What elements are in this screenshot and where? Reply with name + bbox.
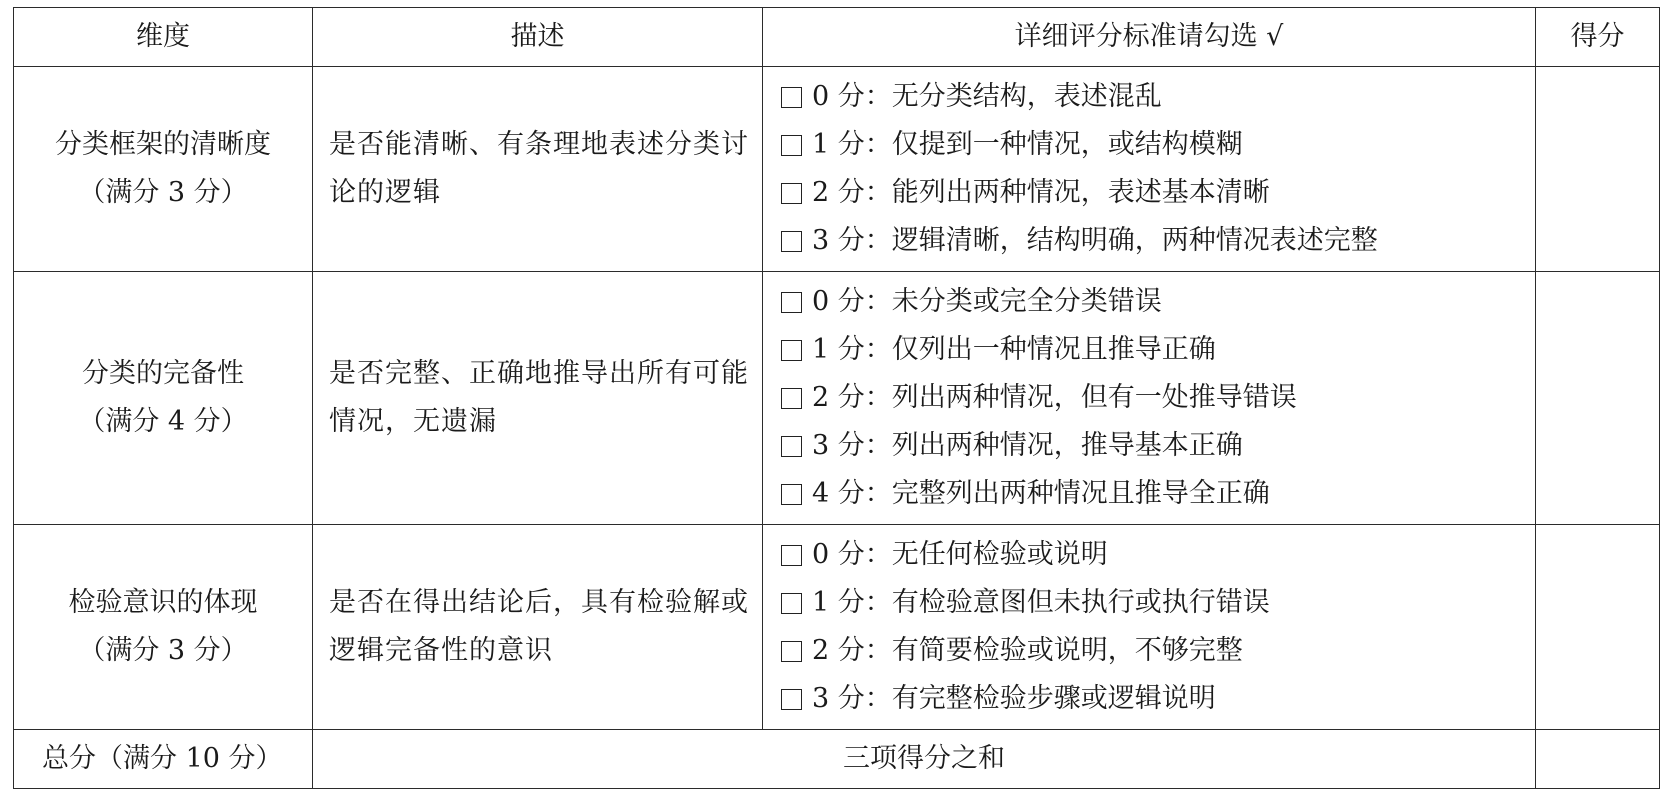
checkbox[interactable] xyxy=(781,436,802,457)
criteria-option[interactable] xyxy=(781,374,1535,422)
score-cell[interactable] xyxy=(1536,525,1660,730)
dimension-name: 分类框架的清晰度 xyxy=(55,129,271,160)
criteria-label: 1 分：仅列出一种情况且推导正确 xyxy=(812,334,1216,366)
checkbox[interactable] xyxy=(781,87,802,108)
criteria-label: 2 分：能列出两种情况，表述基本清晰 xyxy=(812,177,1270,209)
description-text: 是否在得出结论后，具有检验解或逻辑完备性的意识 xyxy=(329,587,749,666)
criteria-option[interactable] xyxy=(781,326,1535,374)
dimension-max-score: （满分 4 分） xyxy=(78,406,248,437)
table-row xyxy=(14,272,1660,525)
dimension-cell xyxy=(14,272,313,525)
score-cell[interactable] xyxy=(1536,272,1660,525)
dimension-max-score: （满分 3 分） xyxy=(78,177,248,208)
criteria-label: 0 分：无任何检验或说明 xyxy=(812,539,1108,571)
description-cell xyxy=(313,272,763,525)
description-text: 是否能清晰、有条理地表述分类讨论的逻辑 xyxy=(329,129,749,208)
description-text: 是否完整、正确地推导出所有可能情况，无遗漏 xyxy=(329,358,749,437)
header-row xyxy=(14,8,1660,67)
checkbox[interactable] xyxy=(781,183,802,204)
checkbox[interactable] xyxy=(781,231,802,252)
score-cell[interactable] xyxy=(1536,67,1660,272)
header-dimension: 维度 xyxy=(14,8,313,67)
description-cell xyxy=(313,525,763,730)
description-cell xyxy=(313,67,763,272)
criteria-label: 2 分：有简要检验或说明，不够完整 xyxy=(812,635,1243,667)
criteria-label: 0 分：未分类或完全分类错误 xyxy=(812,286,1162,318)
checkbox[interactable] xyxy=(781,593,802,614)
checkbox[interactable] xyxy=(781,340,802,361)
criteria-option[interactable] xyxy=(781,278,1535,326)
criteria-option[interactable] xyxy=(781,169,1535,217)
criteria-option[interactable] xyxy=(781,470,1535,518)
checkbox[interactable] xyxy=(781,135,802,156)
criteria-label: 2 分：列出两种情况，但有一处推导错误 xyxy=(812,382,1297,414)
criteria-list xyxy=(781,525,1535,729)
criteria-cell xyxy=(763,525,1536,730)
criteria-label: 1 分：仅提到一种情况，或结构模糊 xyxy=(812,129,1243,161)
criteria-option[interactable] xyxy=(781,217,1535,265)
criteria-list xyxy=(781,272,1535,524)
checkbox[interactable] xyxy=(781,388,802,409)
criteria-label: 0 分：无分类结构，表述混乱 xyxy=(812,81,1162,113)
criteria-label: 3 分：有完整检验步骤或逻辑说明 xyxy=(812,683,1216,715)
checkbox[interactable] xyxy=(781,292,802,313)
checkbox[interactable] xyxy=(781,545,802,566)
criteria-option[interactable] xyxy=(781,422,1535,470)
table-row xyxy=(14,525,1660,730)
criteria-label: 4 分：完整列出两种情况且推导全正确 xyxy=(812,478,1270,510)
criteria-option[interactable] xyxy=(781,531,1535,579)
criteria-option[interactable] xyxy=(781,579,1535,627)
criteria-option[interactable] xyxy=(781,675,1535,723)
dimension-cell xyxy=(14,525,313,730)
criteria-cell xyxy=(763,272,1536,525)
criteria-label: 1 分：有检验意图但未执行或执行错误 xyxy=(812,587,1270,619)
dimension-max-score: （满分 3 分） xyxy=(78,635,248,666)
criteria-option[interactable] xyxy=(781,627,1535,675)
dimension-name: 检验意识的体现 xyxy=(68,587,258,618)
scoring-rubric-table xyxy=(13,7,1660,789)
checkbox[interactable] xyxy=(781,689,802,710)
header-score: 得分 xyxy=(1536,8,1660,67)
criteria-list xyxy=(781,67,1535,271)
header-description: 描述 xyxy=(313,8,763,67)
total-description: 三项得分之和 xyxy=(313,730,1536,789)
criteria-cell xyxy=(763,67,1536,272)
total-label: 总分（满分 10 分） xyxy=(14,730,313,789)
dimension-name: 分类的完备性 xyxy=(82,358,244,389)
criteria-option[interactable] xyxy=(781,73,1535,121)
dimension-cell xyxy=(14,67,313,272)
checkbox[interactable] xyxy=(781,484,802,505)
criteria-option[interactable] xyxy=(781,121,1535,169)
table-row xyxy=(14,67,1660,272)
header-criteria: 详细评分标准请勾选 √ xyxy=(763,8,1536,67)
checkbox[interactable] xyxy=(781,641,802,662)
criteria-label: 3 分：逻辑清晰，结构明确，两种情况表述完整 xyxy=(812,225,1378,257)
criteria-label: 3 分：列出两种情况，推导基本正确 xyxy=(812,430,1243,462)
